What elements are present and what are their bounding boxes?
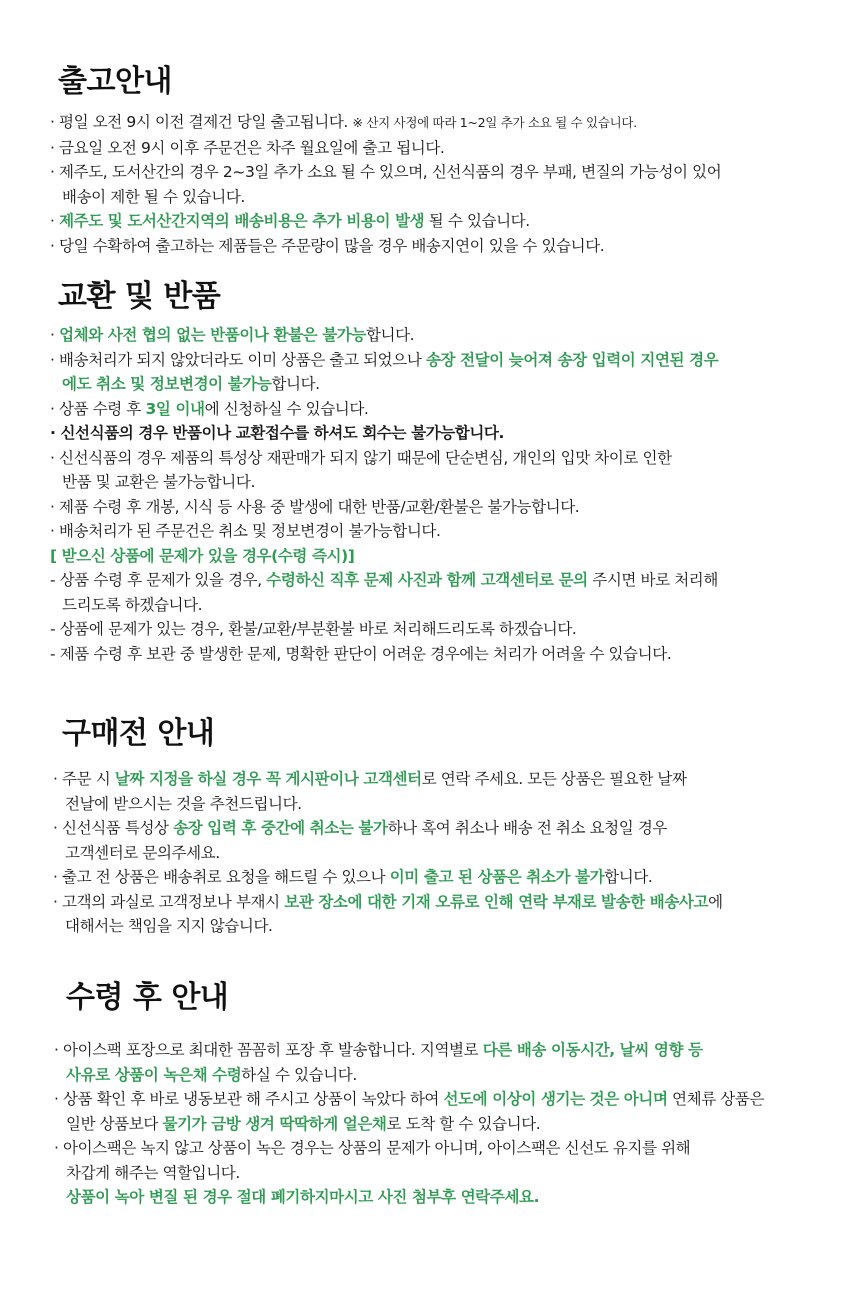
list-item [54,1136,860,1161]
list-item [53,841,860,866]
list-item [50,397,860,422]
list-item [50,110,860,136]
highlighted-text: 이미 출고 된 상품은 취소가 불가 [389,868,605,886]
highlighted-text: 다른 배송 이동시간, 날씨 영향 등 [482,1041,703,1059]
list-item [53,816,860,841]
list-item [53,914,860,939]
item-text: 합니다. [365,326,415,344]
section-title: 출고안내 [58,64,172,99]
highlighted-text: [ 받으신 상품에 문제가 있을 경우(수령 즉시)] [50,546,355,565]
item-text: - 제품 수령 후 보관 중 발생한 문제, 명확한 판단이 어려운 경우에는 처리가 어려울 수 있습니다. [50,644,672,663]
list-item [54,1038,860,1063]
item-text: 될 수 있습니다. [424,212,530,230]
section-exchange-return [0,277,860,666]
highlighted-text: 3일 이내 [145,399,205,418]
section-before-purchase [0,714,860,939]
highlighted-text: 송장 입력 후 중간에 취소는 불가 [173,819,388,837]
item-text: · 주문 시 [53,770,115,788]
list-item [50,160,860,185]
highlighted-text: 상품이 녹아 변질 된 경우 절대 폐기하지마시고 사진 첨부후 연락주세요. [66,1188,540,1206]
item-text: 드리도록 하겠습니다. [62,595,203,614]
item-text: · 배송처리가 된 주문건은 취소 및 정보변경이 불가능합니다. [50,522,441,540]
list-item [50,372,860,397]
list-item [50,495,860,520]
highlighted-text: 보관 장소에 대한 기재 오류로 인해 연락 부재로 발송한 배송사고 [284,892,709,911]
item-text: · 당일 수확하여 출고하는 제품들은 주문량이 많을 경우 배송지연이 있을 수 있습니다. [50,236,605,255]
list-item [50,470,860,495]
item-text: · 고객의 과실로 고객정보나 부재시 [53,892,285,911]
item-text: 로 연락 주세요. 모든 상품은 필요한 날짜 [421,770,687,788]
section-shipping [0,62,860,258]
highlighted-text: 업체와 사전 협의 없는 반품이나 환불은 불가능 [59,326,366,344]
section-after-receipt [0,978,860,1210]
item-text: 로 도착 할 수 있습니다. [386,1114,541,1133]
item-text: · 아이스팩은 녹지 않고 상품이 녹은 경우는 상품의 문제가 아니며, 아이스팩은 신선도 유지를 위해 [54,1139,691,1157]
section-title: 구매전 안내 [62,716,215,751]
list-item [54,1087,860,1112]
item-text: 차갑게 해주는 역할입니다. [66,1163,240,1182]
item-text: · 신선식품의 경우 반품이나 교환접수를 하셔도 회수는 불가능합니다. [50,424,504,442]
list-item [50,544,860,569]
item-text: 전날에 받으시는 것을 추천드립니다. [65,794,302,813]
list-item [53,865,860,890]
list-item [50,209,860,234]
list-item [50,642,860,667]
item-text: · 아이스팩 포장으로 최대한 꼼꼼히 포장 후 발송합니다. 지역별로 [54,1041,483,1059]
item-text: 주시면 바로 처리해 [587,571,718,589]
section-title: 수령 후 안내 [66,980,229,1015]
list-item [50,593,860,618]
highlighted-text: 물기가 금방 생겨 딱딱하게 얼은채 [162,1114,387,1133]
list-item [54,1185,860,1210]
section-items [0,110,860,258]
list-item [50,421,860,446]
item-text: · [50,212,60,230]
list-item [50,185,860,210]
highlighted-text: 에도 취소 및 정보변경이 불가능 [62,375,272,393]
item-text: · 상품 확인 후 바로 냉동보관 해 주시고 상품이 녹았다 하여 [54,1090,444,1108]
list-item [50,323,860,348]
item-text: 연체류 상품은 [667,1090,765,1108]
list-item [50,568,860,593]
item-text: 에 신청하실 수 있습니다. [204,399,369,418]
highlighted-text: 수령하신 직후 문제 사진과 함께 고객센터로 문의 [266,571,588,589]
item-text: 일반 상품보다 [66,1114,163,1133]
list-item [54,1112,860,1137]
list-item [53,792,860,817]
item-text: · 제품 수령 후 개봉, 시식 등 사용 중 발생에 대한 반품/교환/환불은 불가능합니다. [50,497,580,516]
item-text: · 제주도, 도서산간의 경우 2~3일 추가 소요 될 수 있으며, 신선식품의 경우 부패, 변질의 가능성이 있어 [50,163,722,181]
list-item [50,446,860,471]
section-items [0,323,860,666]
item-text: - 상품 수령 후 문제가 있을 경우, [50,571,267,589]
list-item [50,617,860,642]
item-text: · 배송처리가 되지 않았더라도 이미 상품은 출고 되었으나 [50,350,426,369]
item-text: 합니다. [604,868,653,886]
highlighted-text: 날짜 지정을 하실 경우 꼭 게시판이나 고객센터 [114,770,422,788]
highlighted-text: 선도에 이상이 생기는 것은 아니며 [443,1090,668,1108]
item-text: · 상품 수령 후 [50,399,146,418]
list-item [50,519,860,544]
list-item [54,1161,860,1186]
section-items [0,1038,860,1210]
list-item [54,1063,860,1088]
note-text: ※ 산지 사정에 따라 1~2일 추가 소요 될 수 있습니다. [352,115,637,130]
list-item [53,767,860,792]
item-text: · 신선식품 특성상 [53,819,174,837]
item-text: · [50,326,60,344]
highlighted-text: 사유로 상품이 녹은채 수령 [66,1065,242,1084]
item-text: 하실 수 있습니다. [241,1065,357,1084]
item-text: 반품 및 교환은 불가능합니다. [62,473,255,491]
section-title: 교환 및 반품 [58,279,221,314]
item-text: · 신선식품의 경우 제품의 특성상 재판매가 되지 않기 때문에 단순변심, 개인의 입맛 차이로 인한 [50,448,672,467]
item-text: 에 [708,892,723,911]
item-text: · 금요일 오전 9시 이후 주문건은 차주 월요일에 출고 됩니다. [50,138,445,157]
item-text: · 출고 전 상품은 배송취로 요청을 해드릴 수 있으나 [53,868,390,886]
section-items [0,767,860,939]
highlighted-text: 송장 전달이 늦어져 송장 입력이 지연된 경우 [425,350,719,369]
item-text: 합니다. [271,375,320,393]
item-text: 고객센터로 문의주세요. [65,843,220,862]
list-item [53,890,860,915]
item-text: · 평일 오전 9시 이전 결제건 당일 출고됩니다. [50,113,353,131]
highlighted-text: 제주도 및 도서산간지역의 배송비용은 추가 비용이 발생 [59,212,425,230]
list-item [50,234,860,259]
item-text: 배송이 제한 될 수 있습니다. [62,187,245,206]
item-text: 대해서는 책임을 지지 않습니다. [65,917,273,935]
item-text: - 상품에 문제가 있는 경우, 환불/교환/부분환불 바로 처리해드리도록 하겠습니다. [50,620,577,638]
list-item [50,348,860,373]
item-text: 하나 혹여 취소나 배송 전 취소 요청일 경우 [387,819,667,837]
list-item [50,136,860,161]
